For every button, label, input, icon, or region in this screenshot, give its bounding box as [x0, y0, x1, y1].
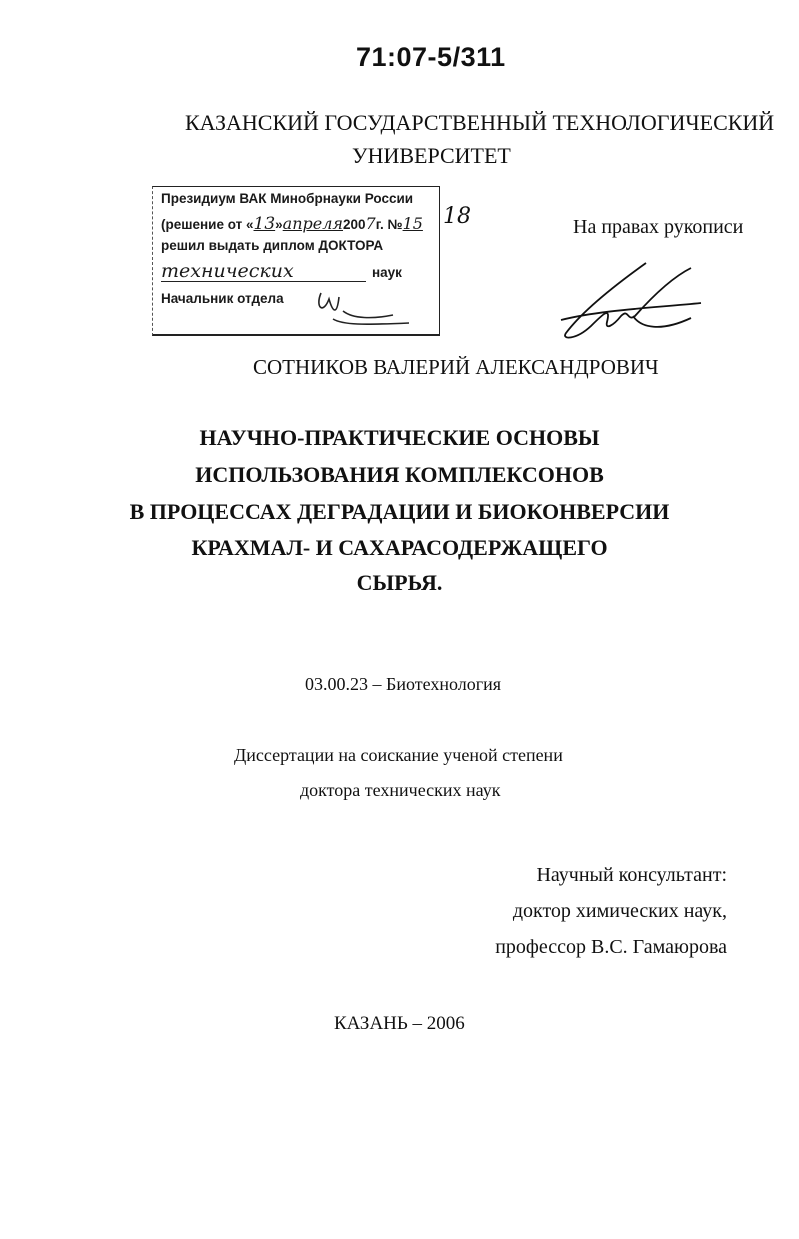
title-line-4: КРАХМАЛ- И САХАРАСОДЕРЖАЩЕГО	[191, 535, 608, 560]
specialty-code: 03.00.23 – Биотехнология	[305, 674, 502, 694]
stamp-day-handwritten: 13	[253, 214, 276, 234]
consultant-degree: доктор химических наук,	[512, 900, 727, 922]
stamp-year-prefix: 200	[343, 217, 366, 232]
stamp-year-digit-handwritten: 7	[365, 214, 376, 233]
title-line-1: НАУЧНО-ПРАКТИЧЕСКИЕ ОСНОВЫ	[199, 425, 600, 450]
stamp-quote-close: »	[275, 217, 283, 232]
author-signature-icon	[541, 258, 706, 348]
document-code: 71:07-5/311	[356, 42, 506, 72]
stamp-number-label: г. №	[375, 217, 403, 232]
university-name-line1: КАЗАНСКИЙ ГОСУДАРСТВЕННЫЙ ТЕХНОЛОГИЧЕСКИЙ	[185, 110, 775, 135]
stamp-signature-icon	[313, 285, 423, 329]
city-year-footer: КАЗАНЬ – 2006	[334, 1013, 465, 1034]
stamp-month-handwritten: апреля	[282, 214, 344, 233]
stamp-line-5: Начальник отдела	[161, 291, 284, 306]
author-name: СОТНИКОВ ВАЛЕРИЙ АЛЕКСАНДРОВИЧ	[253, 355, 659, 379]
consultant-name: профессор В.С. Гамаюрова	[495, 936, 727, 958]
stamp-field-handwritten: технических	[161, 261, 366, 282]
stamp-extra-handwritten: 18	[443, 204, 471, 229]
manuscript-rights-label: На правах рукописи	[573, 216, 744, 238]
title-line-2: ИСПОЛЬЗОВАНИЯ КОМПЛЕКСОНОВ	[195, 462, 604, 487]
vak-stamp	[152, 186, 440, 336]
stamp-field-suffix: наук	[372, 265, 402, 280]
dissertation-line-1: Диссертации на соискание ученой степени	[234, 745, 563, 765]
stamp-line-1: Президиум ВАК Минобрнауки России	[161, 191, 414, 206]
consultant-label: Научный консультант:	[536, 864, 727, 886]
title-line-3: В ПРОЦЕССАХ ДЕГРАДАЦИИ И БИОКОНВЕРСИИ	[129, 499, 670, 524]
stamp-line-2	[161, 214, 423, 234]
stamp-decision-prefix: (решение от «	[161, 217, 254, 232]
stamp-number-handwritten: 15	[402, 214, 423, 233]
dissertation-line-2: доктора технических наук	[300, 780, 501, 800]
university-name-line2: УНИВЕРСИТЕТ	[352, 143, 511, 168]
title-line-5: СЫРЬЯ.	[356, 570, 443, 595]
stamp-line-3: решил выдать диплом ДОКТОРА	[161, 238, 384, 253]
stamp-line-4	[161, 261, 402, 282]
